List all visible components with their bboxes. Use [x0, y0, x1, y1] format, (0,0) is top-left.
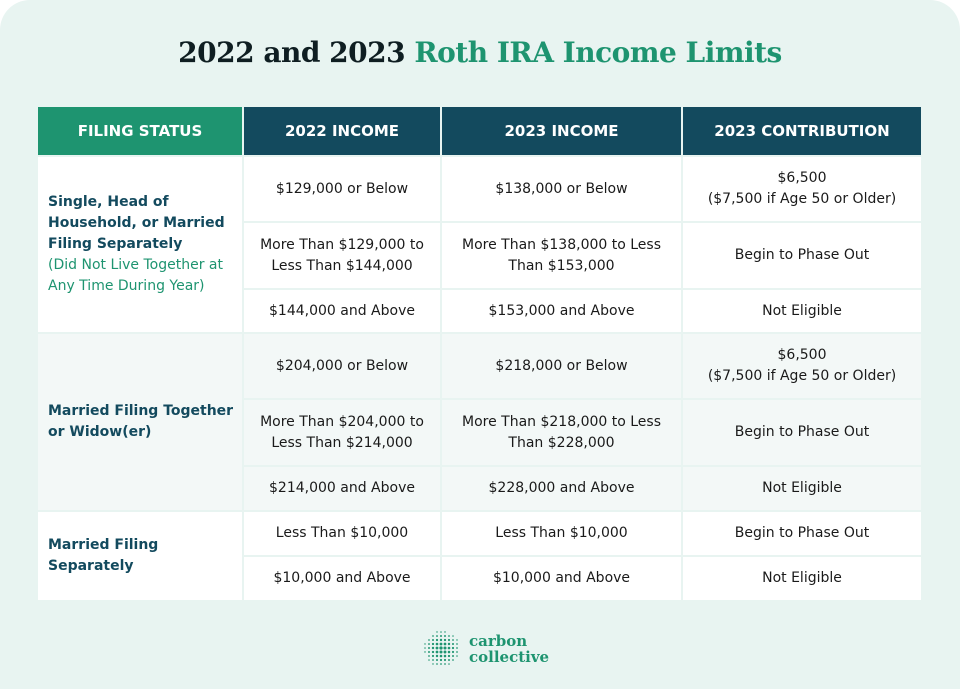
cell	[682, 333, 921, 399]
cell: $228,000 and Above	[441, 466, 682, 511]
cell: $144,000 and Above	[243, 289, 441, 333]
filing-status-cell	[38, 156, 243, 333]
cell: More Than $129,000 to Less Than $144,000	[243, 222, 441, 289]
cell: Not Eligible	[682, 466, 921, 511]
table-row	[38, 333, 921, 399]
cell: More Than $204,000 to Less Than $214,000	[243, 399, 441, 466]
page-title	[0, 36, 960, 69]
cell: $138,000 or Below	[441, 156, 682, 222]
cell: $153,000 and Above	[441, 289, 682, 333]
filing-status-cell: Married Filing Together or Widow(er)	[38, 333, 243, 511]
cell: More Than $218,000 to Less Than $228,000	[441, 399, 682, 466]
cell: Less Than $10,000	[243, 511, 441, 556]
header-2023-income: 2023 INCOME	[441, 107, 682, 156]
table-row	[38, 511, 921, 556]
status-label: Single, Head of Household, or Married Filing Separately	[48, 194, 225, 252]
amount: $6,500	[777, 170, 827, 186]
cell	[682, 156, 921, 222]
filing-status-cell: Married Filing Separately	[38, 511, 243, 600]
cell: More Than $138,000 to Less Than $153,000	[441, 222, 682, 289]
amount: $6,500	[777, 347, 827, 363]
header-2022-income: 2022 INCOME	[243, 107, 441, 156]
cell: Begin to Phase Out	[682, 511, 921, 556]
cell: Not Eligible	[682, 556, 921, 600]
cell: Less Than $10,000	[441, 511, 682, 556]
cell: $214,000 and Above	[243, 466, 441, 511]
cell: Not Eligible	[682, 289, 921, 333]
cell: Begin to Phase Out	[682, 222, 921, 289]
cell: $129,000 or Below	[243, 156, 441, 222]
cell: $204,000 or Below	[243, 333, 441, 399]
header-2023-contribution: 2023 CONTRIBUTION	[682, 107, 921, 156]
table-row	[38, 156, 921, 222]
title-part2: Roth IRA Income Limits	[414, 36, 782, 69]
dot-sphere-icon	[423, 630, 461, 668]
header-filing-status: FILING STATUS	[38, 107, 243, 156]
amount-note: ($7,500 if Age 50 or Older)	[707, 191, 897, 207]
cell: $10,000 and Above	[441, 556, 682, 600]
title-part1: 2022 and 2023	[178, 36, 406, 69]
logo-line2: collective	[469, 648, 550, 666]
income-limits-table	[38, 107, 921, 600]
amount-note: ($7,500 if Age 50 or Older)	[707, 368, 897, 384]
logo-line1: carbon	[469, 632, 528, 650]
cell: $218,000 or Below	[441, 333, 682, 399]
status-note: (Did Not Live Together at Any Time During Year)	[48, 257, 223, 294]
cell: Begin to Phase Out	[682, 399, 921, 466]
cell: $10,000 and Above	[243, 556, 441, 600]
carbon-collective-logo	[423, 630, 549, 668]
